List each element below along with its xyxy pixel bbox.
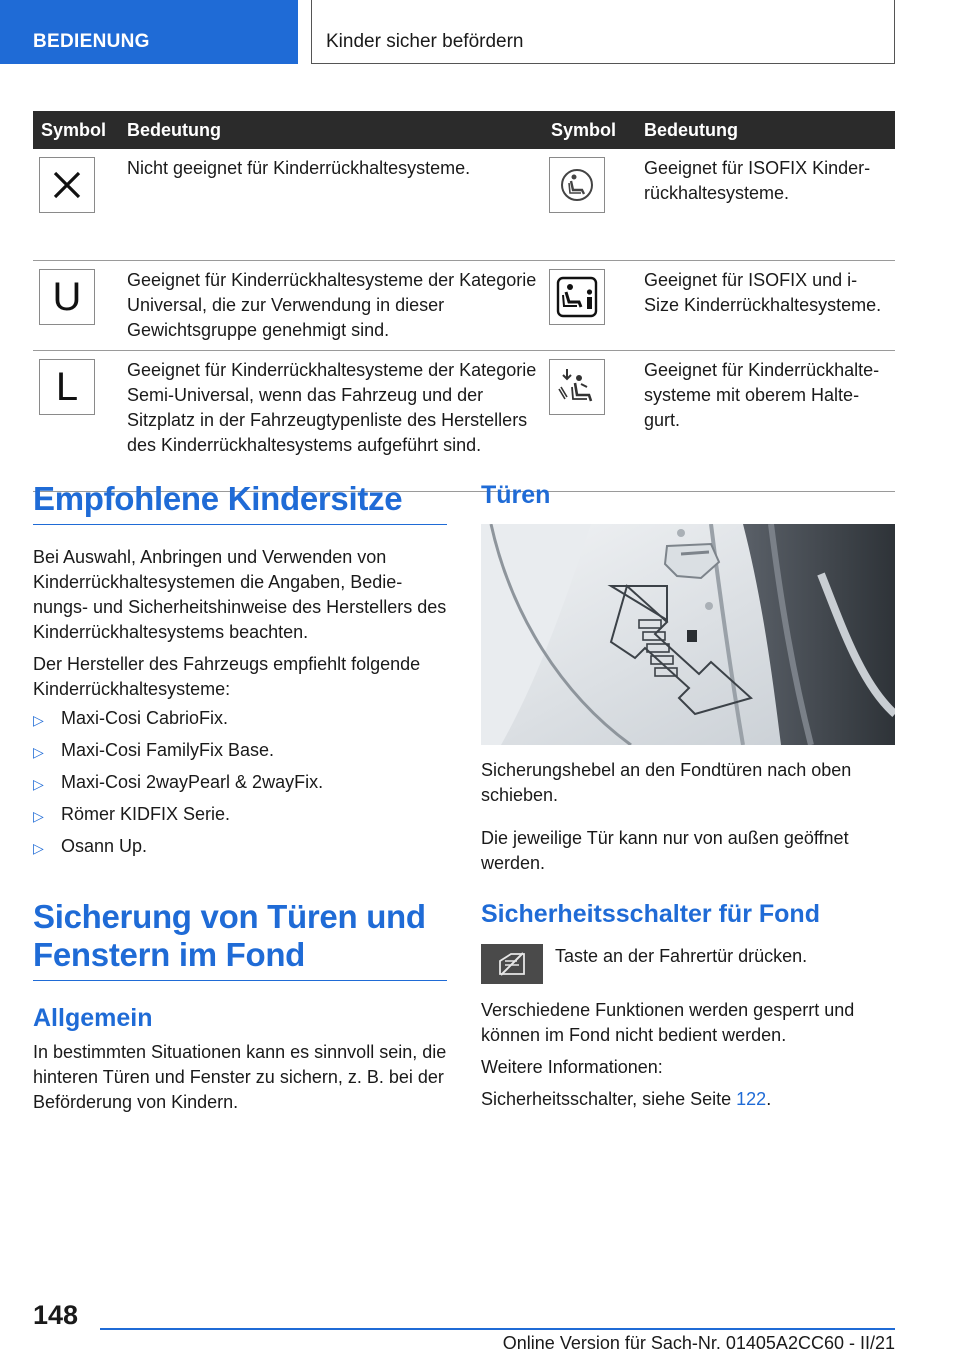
paragraph: Weitere Informationen: (481, 1057, 663, 1077)
chapter-title: Kinder sicher befördern (311, 0, 895, 64)
isofix-seat-icon (549, 157, 605, 213)
heading-recommended-seats: Empfohlene Kindersitze (33, 480, 447, 525)
triangle-bullet-icon: ▷ (33, 744, 44, 760)
triangle-bullet-icon: ▷ (33, 776, 44, 792)
heading-general: Allgemein (33, 1004, 153, 1032)
table-cell: Geeignet für Kinderrückhaltesysteme mit oberem Haltegurt. (644, 360, 880, 430)
list-item: ▷ Maxi-Cosi 2wayPearl & 2wayFix. (33, 770, 323, 802)
heading-safety-switch: Sicherheitsschalter für Fond (481, 900, 820, 928)
table-header-meaning: Bedeutung (127, 119, 221, 140)
page-link-122[interactable]: 122 (736, 1089, 767, 1109)
table-row (33, 149, 895, 261)
footer-version: Online Version für Sach-Nr. 01405A2CC60 - II/21 (502, 1333, 895, 1353)
heading-doors: Türen (481, 481, 551, 509)
heading-door-window-safety: Sicherung von Türen und Fenstern im Fond (33, 898, 447, 981)
page-number: 148 (33, 1300, 79, 1330)
paragraph: Der Hersteller des Fahrzeugs empfiehlt folgende Kinderrückhaltesysteme: (33, 654, 421, 699)
table-row (33, 261, 895, 351)
universal-letter-icon: U (39, 269, 95, 325)
recommended-seats-list (33, 706, 323, 866)
top-tether-icon (549, 359, 605, 415)
table-header-symbol: Symbol (41, 119, 107, 140)
triangle-bullet-icon: ▷ (33, 808, 44, 824)
paragraph: Die jeweilige Tür kann nur von außen geöffnet werden. (481, 828, 849, 873)
table-cell: Geeignet für Kinderrückhaltesysteme der Kategorie Semi-Universal, wenn das Fahrzeug und der Sitzplatz in der Fahrzeugtypenliste des Herstellers des Kinderrückhaltesystems aufgeführt sind. (127, 360, 537, 455)
paragraph: In bestimmten Situationen kann es sinnvoll sein, die hinteren Türen und Fenster zu sichern, z. B. bei der Beförderung von Kindern. (33, 1042, 447, 1112)
semi-universal-letter-icon: L (39, 359, 95, 415)
paragraph: Taste an der Fahrertür drücken. (555, 946, 808, 966)
section-tab: BEDIENUNG (0, 0, 298, 64)
list-item: ▷ Osann Up. (33, 834, 323, 866)
footer-divider (100, 1328, 895, 1330)
table-header-symbol: Symbol (551, 119, 617, 140)
table-cell: Geeignet für ISOFIX und i-Size Kinderrückhaltesysteme. (644, 270, 882, 315)
paragraph: Verschiedene Funktionen werden gesperrt und können im Fond nicht bedient werden. (481, 1000, 855, 1045)
paragraph: Sicherungshebel an den Fondtüren nach oben schieben. (481, 760, 852, 805)
paragraph: Bei Auswahl, Anbringen und Verwenden von Kinderrückhaltesystemen die Angaben, Bedienungs- und Sicherheitshinweise des Herstellers des Kinderrückhaltesystems beachten. (33, 547, 447, 642)
triangle-bullet-icon: ▷ (33, 712, 44, 728)
symbol-table (33, 111, 895, 492)
table-header-meaning: Bedeutung (644, 119, 738, 140)
list-item: ▷ Maxi-Cosi CabrioFix. (33, 706, 323, 738)
triangle-bullet-icon: ▷ (33, 840, 44, 856)
list-item: ▷ Römer KIDFIX Serie. (33, 802, 323, 834)
window-lock-button-icon (481, 944, 543, 984)
isofix-isize-icon (549, 269, 605, 325)
table-cell: Geeignet für Kinderrückhaltesysteme der Kategorie Universal, die zur Verwendung in dieser Gewichtsgruppe genehmigt sind. (127, 270, 537, 340)
list-item: ▷ Maxi-Cosi FamilyFix Base. (33, 738, 323, 770)
x-mark-icon (39, 157, 95, 213)
table-row (33, 351, 895, 492)
table-cell: Geeignet für ISOFIX Kinderrückhaltesysteme. (644, 158, 871, 203)
table-header (33, 111, 895, 149)
door-lock-lever-photo (481, 524, 895, 745)
cross-reference: Sicherheitsschalter, siehe Seite 122. (481, 1089, 772, 1109)
table-cell: Nicht geeignet für Kinderrückhaltesysteme. (127, 158, 471, 178)
